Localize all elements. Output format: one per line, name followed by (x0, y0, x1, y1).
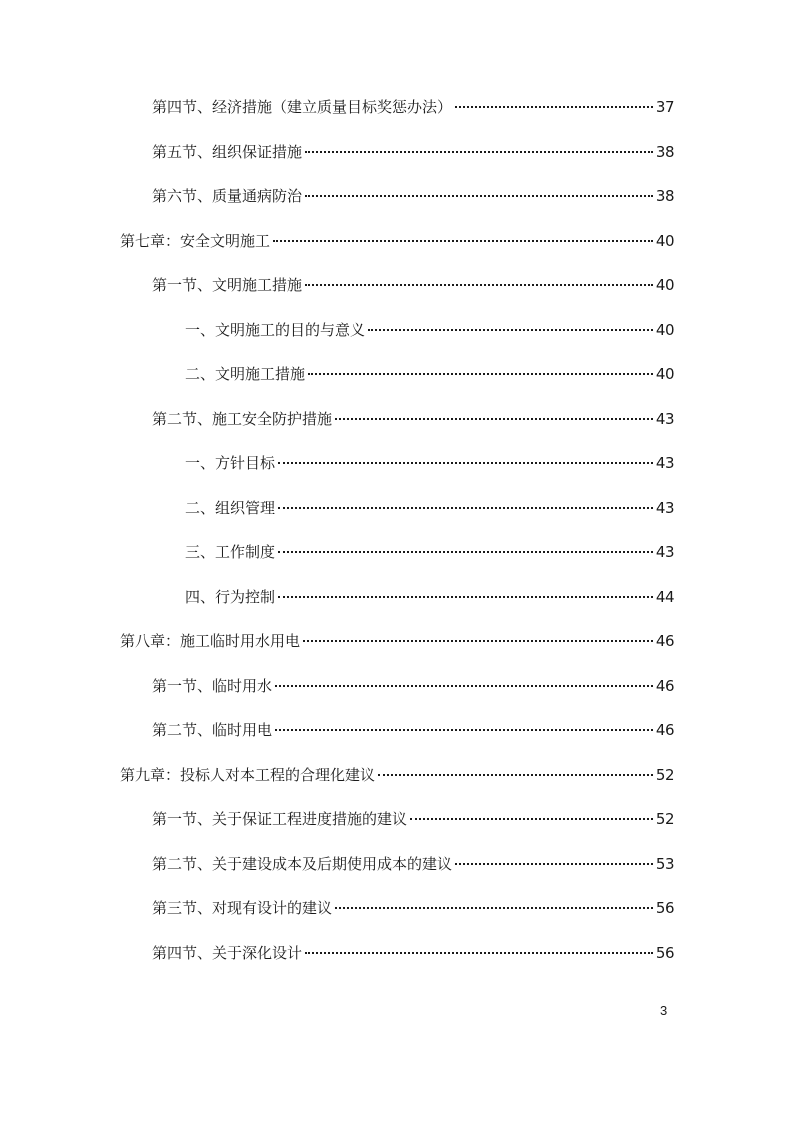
dot-leader (278, 507, 653, 509)
toc-entry[interactable] (185, 540, 674, 564)
toc-entry[interactable] (152, 674, 674, 698)
toc-entry-label: 三、工作制度 (185, 543, 276, 561)
toc-entry-label: 第一节、文明施工措施 (152, 276, 303, 294)
dot-leader (305, 284, 653, 286)
toc-entry-page: 38 (655, 143, 674, 161)
toc-entry-page: 40 (655, 321, 674, 339)
toc-entry[interactable] (152, 140, 674, 164)
dot-leader (308, 373, 653, 375)
toc-entry-page: 52 (655, 810, 674, 828)
toc-entry-label: 二、文明施工措施 (185, 365, 306, 383)
toc-entry-label: 第二节、关于建设成本及后期使用成本的建议 (152, 855, 453, 873)
toc-entry-label: 第六节、质量通病防治 (152, 187, 303, 205)
toc-entry[interactable] (120, 629, 674, 653)
toc-entry-label: 一、方针目标 (185, 454, 276, 472)
toc-entry-label: 第七章：安全文明施工 (120, 232, 271, 250)
toc-entry[interactable] (185, 585, 674, 609)
toc-entry[interactable] (152, 896, 674, 920)
toc-entry-page: 40 (655, 365, 674, 383)
toc-entry[interactable] (152, 718, 674, 742)
dot-leader (305, 151, 653, 153)
toc-entry-page: 40 (655, 276, 674, 294)
toc-entry[interactable] (152, 273, 674, 297)
dot-leader (378, 774, 653, 776)
dot-leader (335, 418, 653, 420)
toc-entry-page: 43 (655, 543, 674, 561)
toc-entry-page: 38 (655, 187, 674, 205)
toc-entry[interactable] (152, 407, 674, 431)
toc-entry[interactable] (152, 941, 674, 965)
dot-leader (303, 640, 653, 642)
toc-entry-label: 第八章：施工临时用水用电 (120, 632, 301, 650)
toc-entry-page: 40 (655, 232, 674, 250)
page-number: 3 (660, 1003, 668, 1018)
toc-entry-label: 第一节、临时用水 (152, 677, 273, 695)
toc-entry-label: 第一节、关于保证工程进度措施的建议 (152, 810, 408, 828)
toc-entry-page: 56 (655, 899, 674, 917)
dot-leader (455, 106, 653, 108)
toc-entry-label: 第二节、施工安全防护措施 (152, 410, 333, 428)
toc-entry[interactable] (152, 807, 674, 831)
toc-entry-page: 52 (655, 766, 674, 784)
toc-entry[interactable] (152, 95, 674, 119)
toc-entry-label: 四、行为控制 (185, 588, 276, 606)
dot-leader (278, 462, 653, 464)
toc-entry-page: 43 (655, 499, 674, 517)
toc-entry-label: 第三节、对现有设计的建议 (152, 899, 333, 917)
toc-entry-page: 53 (655, 855, 674, 873)
toc-entry[interactable] (185, 496, 674, 520)
toc-entry-page: 43 (655, 410, 674, 428)
toc-entry-label: 一、文明施工的目的与意义 (185, 321, 366, 339)
toc-entry-label: 第四节、经济措施（建立质量目标奖惩办法） (152, 98, 453, 116)
toc-entry-label: 第二节、临时用电 (152, 721, 273, 739)
dot-leader (278, 551, 653, 553)
dot-leader (410, 818, 653, 820)
toc-entry-label: 第五节、组织保证措施 (152, 143, 303, 161)
toc-entry-page: 46 (655, 632, 674, 650)
toc-entry-page: 43 (655, 454, 674, 472)
toc-entry[interactable] (185, 318, 674, 342)
dot-leader (305, 195, 653, 197)
toc-entry[interactable] (152, 184, 674, 208)
dot-leader (455, 863, 653, 865)
dot-leader (335, 907, 653, 909)
toc-entry[interactable] (152, 852, 674, 876)
toc-entry-label: 第四节、关于深化设计 (152, 944, 303, 962)
toc-entry-label: 二、组织管理 (185, 499, 276, 517)
dot-leader (273, 240, 653, 242)
dot-leader (278, 596, 653, 598)
dot-leader (305, 952, 653, 954)
toc-entry[interactable] (120, 763, 674, 787)
toc-entry[interactable] (120, 229, 674, 253)
dot-leader (275, 685, 653, 687)
toc-entry-page: 46 (655, 721, 674, 739)
toc-entry-page: 44 (655, 588, 674, 606)
toc-entry-page: 37 (655, 98, 674, 116)
dot-leader (275, 729, 653, 731)
toc-entry-page: 46 (655, 677, 674, 695)
toc-entry[interactable] (185, 451, 674, 475)
toc-entry[interactable] (185, 362, 674, 386)
dot-leader (368, 329, 653, 331)
toc-entry-label: 第九章：投标人对本工程的合理化建议 (120, 766, 376, 784)
toc-entry-page: 56 (655, 944, 674, 962)
